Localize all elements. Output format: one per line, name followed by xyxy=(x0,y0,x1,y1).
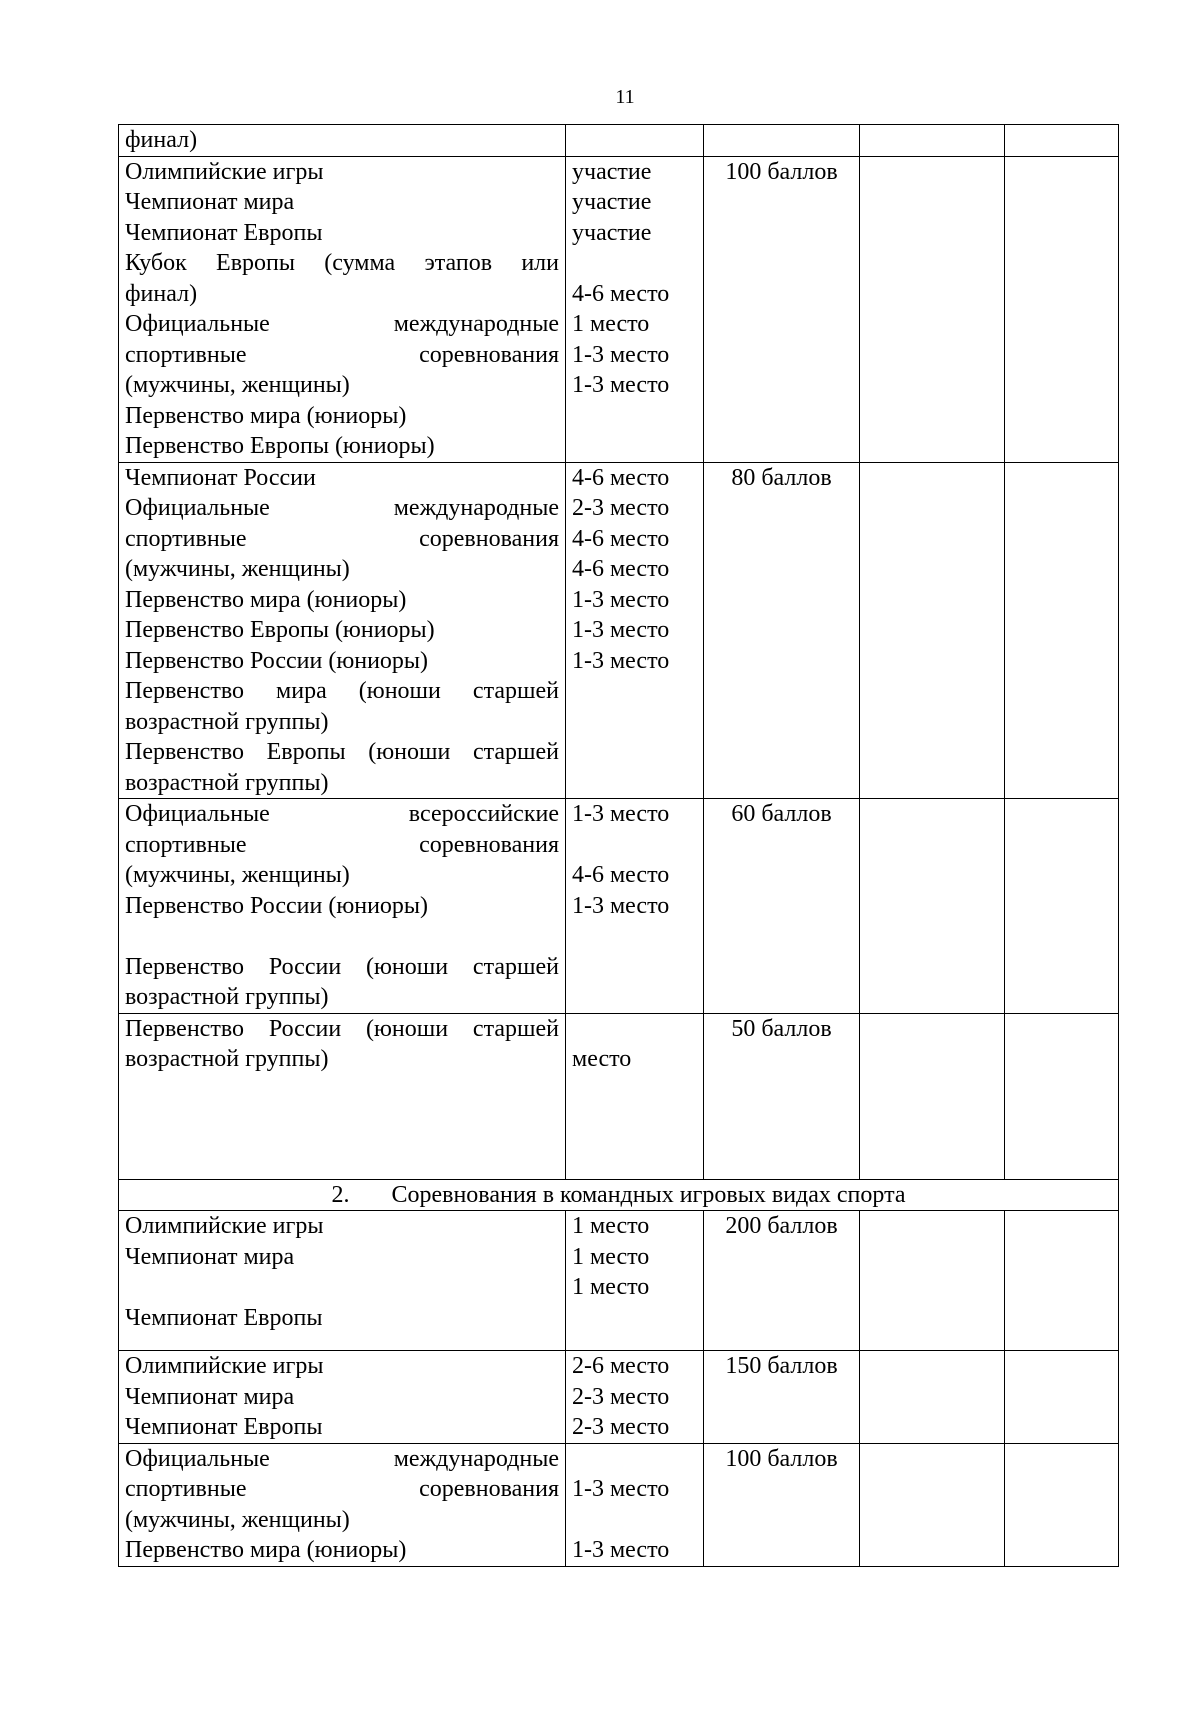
table-row xyxy=(119,799,1119,1014)
empty-cell xyxy=(860,1211,1005,1351)
points-cell xyxy=(704,799,860,1014)
competition-cell xyxy=(119,1013,566,1179)
result-line: 4-6 место xyxy=(572,862,670,888)
competition-line: (мужчины, женщины) xyxy=(125,1506,350,1533)
result-line: 1-3 место xyxy=(572,801,670,827)
empty-cell xyxy=(1005,1013,1119,1179)
points-value: 100 баллов xyxy=(725,1445,838,1472)
competition-line: Первенство мира (юниоры) xyxy=(125,586,407,613)
points-cell xyxy=(704,1351,860,1444)
competition-cell xyxy=(119,1211,566,1351)
result-line: 1-3 место xyxy=(572,617,670,643)
result-line: 2-3 место xyxy=(572,1383,670,1410)
result-line xyxy=(572,248,697,279)
competition-line: Первенство Европы (юниоры) xyxy=(125,617,435,643)
result-line: участие xyxy=(572,219,652,246)
competition-line xyxy=(125,1272,559,1303)
points-cell xyxy=(704,1013,860,1179)
competition-line: спортивные соревнования xyxy=(125,1476,559,1502)
result-line: место xyxy=(572,1046,632,1072)
table-row xyxy=(119,1211,1119,1351)
competition-line: возрастной группы) xyxy=(125,1046,329,1072)
empty-cell xyxy=(1005,1351,1119,1444)
result-cell xyxy=(566,125,704,157)
competition-line: спортивные соревнования xyxy=(125,525,559,552)
competition-line: Первенство мира (юниоры) xyxy=(125,402,407,429)
points-cell xyxy=(704,125,860,157)
result-cell xyxy=(566,1013,704,1179)
competition-line: финал) xyxy=(125,127,198,153)
empty-cell xyxy=(860,462,1005,799)
competition-line: финал) xyxy=(125,280,198,307)
competition-line: Первенство мира (юниоры) xyxy=(125,1537,407,1563)
empty-cell xyxy=(860,1351,1005,1444)
result-line xyxy=(572,830,697,861)
competition-line: возрастной группы) xyxy=(125,708,329,735)
points-value: 200 баллов xyxy=(725,1213,838,1239)
competition-line: Первенство Европы (юниоры) xyxy=(125,433,435,459)
points-value: 150 баллов xyxy=(725,1353,838,1379)
competition-line: Первенство России (юноши старшей xyxy=(125,953,559,980)
competition-cell xyxy=(119,799,566,1014)
result-line: 1-3 место xyxy=(572,1537,670,1563)
points-cell xyxy=(704,1211,860,1351)
empty-cell xyxy=(860,125,1005,157)
empty-cell xyxy=(860,1013,1005,1179)
empty-cell xyxy=(860,1443,1005,1566)
section-heading xyxy=(119,1179,1119,1211)
competition-line: возрастной группы) xyxy=(125,984,329,1010)
competition-line: (мужчины, женщины) xyxy=(125,372,350,398)
result-line: участие xyxy=(572,158,652,185)
empty-cell xyxy=(1005,462,1119,799)
result-line: 1-3 место xyxy=(572,892,670,919)
empty-cell xyxy=(1005,125,1119,157)
result-line: 1 место xyxy=(572,1213,650,1239)
section-1-body xyxy=(119,125,1119,1180)
competition-line: Чемпионат мира xyxy=(125,1383,295,1410)
competition-line xyxy=(125,921,559,952)
competition-line: (мужчины, женщины) xyxy=(125,556,350,582)
section-2-header xyxy=(119,1179,1119,1211)
competition-line: Первенство России (юноши старшей xyxy=(125,1015,559,1042)
section-number: 2. xyxy=(331,1181,350,1208)
result-line: 2-6 место xyxy=(572,1353,670,1379)
competition-line: Чемпионат мира xyxy=(125,189,295,215)
points-value: 50 баллов xyxy=(731,1015,832,1042)
result-line: 1-3 место xyxy=(572,372,670,398)
competition-line: Первенство Европы (юноши старшей xyxy=(125,739,559,765)
result-line: 4-6 место xyxy=(572,464,670,491)
competition-line: Олимпийские игры xyxy=(125,1213,324,1239)
competition-line: Чемпионат Европы xyxy=(125,219,323,246)
points-value: 80 баллов xyxy=(731,464,832,491)
result-cell xyxy=(566,462,704,799)
result-cell xyxy=(566,1211,704,1351)
points-value: 100 баллов xyxy=(725,158,838,185)
result-line: 4-6 место xyxy=(572,525,670,552)
competition-cell xyxy=(119,462,566,799)
competition-line: Официальные международные xyxy=(125,495,559,521)
result-line: 2-3 место xyxy=(572,1414,670,1440)
competition-line: спортивные соревнования xyxy=(125,831,559,858)
competition-line: возрастной группы) xyxy=(125,769,329,796)
result-line: участие xyxy=(572,189,652,215)
result-cell xyxy=(566,1443,704,1566)
competition-line: Кубок Европы (сумма этапов или xyxy=(125,250,559,276)
result-line: 1-3 место xyxy=(572,647,670,674)
competition-line: Олимпийские игры xyxy=(125,1353,324,1379)
competition-line: (мужчины, женщины) xyxy=(125,862,350,888)
empty-cell xyxy=(1005,156,1119,462)
result-line xyxy=(572,1014,697,1045)
competition-line: Первенство России (юниоры) xyxy=(125,892,429,919)
empty-cell xyxy=(1005,1443,1119,1566)
scoring-table xyxy=(118,124,1119,1567)
points-cell xyxy=(704,156,860,462)
result-line: 1 место xyxy=(572,1243,650,1270)
table-row xyxy=(119,1013,1119,1179)
table-row xyxy=(119,462,1119,799)
result-cell xyxy=(566,799,704,1014)
points-cell xyxy=(704,1443,860,1566)
result-line: 4-6 место xyxy=(572,556,670,582)
table-row xyxy=(119,156,1119,462)
result-cell xyxy=(566,156,704,462)
result-line: 1 место xyxy=(572,311,650,337)
page-number: 11 xyxy=(615,86,635,108)
empty-cell xyxy=(860,799,1005,1014)
result-line: 1-3 место xyxy=(572,1476,670,1502)
competition-line: Первенство России (юниоры) xyxy=(125,647,429,674)
result-line: 1-3 место xyxy=(572,341,670,368)
table-row xyxy=(119,1443,1119,1566)
result-line: 2-3 место xyxy=(572,495,670,521)
points-cell xyxy=(704,462,860,799)
empty-cell xyxy=(860,156,1005,462)
points-value: 60 баллов xyxy=(731,801,832,827)
section-title: Соревнования в командных игровых видах спорта xyxy=(391,1181,906,1208)
table-row xyxy=(119,125,1119,157)
competition-cell xyxy=(119,1351,566,1444)
competition-line: Чемпионат России xyxy=(125,464,316,491)
competition-cell xyxy=(119,125,566,157)
result-line: 1-3 место xyxy=(572,586,670,613)
competition-line: Чемпионат Европы xyxy=(125,1304,323,1331)
competition-cell xyxy=(119,156,566,462)
competition-line: Официальные международные xyxy=(125,1445,559,1472)
competition-line: Первенство мира (юноши старшей xyxy=(125,678,559,704)
competition-line: спортивные соревнования xyxy=(125,341,559,368)
result-line xyxy=(572,1505,697,1536)
result-line xyxy=(572,1444,697,1475)
empty-cell xyxy=(1005,799,1119,1014)
section-2-body xyxy=(119,1211,1119,1567)
competition-line: Официальные международные xyxy=(125,311,559,337)
competition-line: Официальные всероссийские xyxy=(125,801,559,827)
competition-line: Чемпионат Европы xyxy=(125,1414,323,1440)
competition-line: Олимпийские игры xyxy=(125,158,324,185)
result-line: 4-6 место xyxy=(572,280,670,307)
empty-cell xyxy=(1005,1211,1119,1351)
competition-cell xyxy=(119,1443,566,1566)
result-line: 1 место xyxy=(572,1274,650,1300)
result-cell xyxy=(566,1351,704,1444)
table-row xyxy=(119,1351,1119,1444)
competition-line: Чемпионат мира xyxy=(125,1243,295,1270)
